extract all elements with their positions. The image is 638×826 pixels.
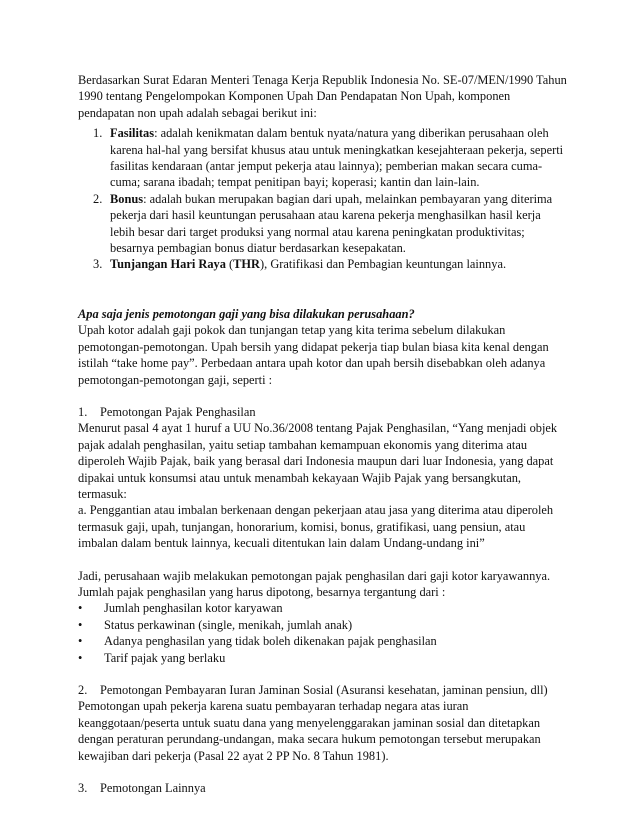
list-item: [78, 600, 568, 616]
list-item-text: Jumlah penghasilan kotor karyawan: [104, 601, 283, 616]
pph-factor-list: [78, 600, 568, 666]
term-thr: Tunjangan Hari Raya: [110, 257, 226, 272]
lainnya-title: Pemotongan Lainnya: [100, 781, 206, 796]
list-item-thr: 3. Tunjangan Hari Raya (THR), Gratifikasi dan Pembagian keuntungan lainnya.: [93, 257, 507, 272]
bullet-icon: •: [78, 650, 83, 665]
list-item-bonus: [78, 191, 568, 257]
section-heading: Apa saja jenis pemotongan gaji yang bisa dilakukan perusahaan?: [78, 306, 415, 321]
lainnya-number: 3.: [78, 781, 88, 796]
pph-heading: [78, 404, 568, 420]
list-number: 1.: [93, 126, 103, 141]
pph-paragraph-2: Jadi, perusahaan wajib melakukan pemotongan pajak penghasilan dari gaji kotor karyawannya. Jumlah pajak penghasilan yang harus dipotong, besarnya tergantung dari :: [78, 568, 551, 599]
list-item-text: Status perkawinan (single, menikah, jumlah anak): [104, 617, 353, 632]
list-item-text: Tarif pajak yang berlaku: [104, 650, 226, 665]
list-item: [78, 617, 568, 633]
term-fasilitas: Fasilitas: [110, 126, 155, 141]
pph-sub-a: a. Penggantian atau imbalan berkenaan dengan pekerjaan atau jasa yang diterima atau diperoleh termasuk gaji, upah, tunjangan, honorarium, komisi, bonus, gratifikasi, uang pensiun, atau imbalan dalam bentuk lainnya, kecuali ditentukan lain dalam Undang-undang ini”: [78, 503, 554, 551]
pph-number: 1.: [78, 404, 88, 419]
list-item: [78, 650, 568, 666]
list-item-text: Adanya penghasilan yang tidak boleh dikenakan pajak penghasilan: [104, 634, 437, 649]
bullet-icon: •: [78, 634, 83, 649]
intro-paragraph: Berdasarkan Surat Edaran Menteri Tenaga Kerja Republik Indonesia No. SE-07/MEN/1990 Tahun 1990 tentang Pengelompokan Komponen Upah Dan Pendapatan Non Upah, komponen pendapatan non upah adalah sebagai berikut ini:: [78, 73, 567, 120]
definition-bonus: : adalah bukan merupakan bagian dari upah, melainkan pembayaran yang diterima pekerja dari hasil keuntungan perusahaan atau karena pekerja menghasilkan hasil kerja lebih besar dari target produksi yang normal atau karena peningkatan produktivitas; besarnya pembagian bonus diatur berdasarkan kesepakatan.: [110, 191, 553, 256]
section-paragraph: Upah kotor adalah gaji pokok dan tunjangan tetap yang kita terima sebelum dilakukan pemotongan-pemotongan. Upah bersih yang didapat pekerja tiap bulan biasa kita kenal dengan istilah “take home pay”. Perbedaan antara upah kotor dan upah bersih disebabkan oleh adanya pemotongan-pemotongan gaji, seperti :: [78, 323, 549, 387]
jamsos-paragraph: Pemotongan upah pekerja karena suatu pembayaran terhadap negara atas iuran keanggotaan/peserta untuk suatu dana yang menyelenggarakan jaminan sosial dan ditetapkan dengan peraturan perundang-undangan, maka secara hukum pemotongan tersebut merupakan kewajiban dari pekerja (Pasal 22 ayat 2 PP No. 8 Tahun 1981).: [78, 699, 541, 763]
pph-title: Pemotongan Pajak Penghasilan: [100, 404, 256, 419]
definition-thr: ), Gratifikasi dan Pembagian keuntungan lainnya.: [260, 257, 507, 272]
list-item-fasilitas: [78, 125, 568, 191]
definition-fasilitas: : adalah kenikmatan dalam bentuk nyata/natura yang diberikan perusahaan oleh karena hal-hal yang bersifat khusus atau untuk meningkatkan kesejahteraan pekerja, seperti fasilitas kendaraan (antar jemput pekerja atau lainnya); pemberian makan secara cuma-cuma; sarana ibadah; tempat penitipan bayi; koperasi; kantin dan lain-lain.: [110, 126, 564, 190]
list-item: [78, 633, 568, 649]
non-wage-component-list: [78, 125, 568, 273]
lainnya-heading: [78, 780, 568, 796]
list-number: 2.: [93, 191, 103, 206]
term-thr-abbr: THR: [233, 257, 261, 272]
jamsos-number: 2.: [78, 683, 88, 697]
jamsos-heading: [78, 682, 568, 698]
list-number: 3.: [93, 257, 103, 272]
pph-paragraph: Menurut pasal 4 ayat 1 huruf a UU No.36/2008 tentang Pajak Penghasilan, “Yang menjadi objek pajak adalah penghasilan, yaitu setiap tambahan kemampuan ekonomis yang diterima atau diperoleh Wajib Pajak, baik yang berasal dari Indonesia maupun dari luar Indonesia, yang dapat dipakai untuk konsumsi atau untuk menambah kekayaan Wajib Pajak yang bersangkutan, termasuk:: [78, 421, 558, 501]
term-bonus: Bonus: [110, 191, 144, 206]
jamsos-title: Pemotongan Pembayaran Iuran Jaminan Sosial (Asuransi kesehatan, jaminan pensiun, dll): [100, 683, 548, 697]
bullet-icon: •: [78, 617, 83, 632]
bullet-icon: •: [78, 601, 83, 616]
